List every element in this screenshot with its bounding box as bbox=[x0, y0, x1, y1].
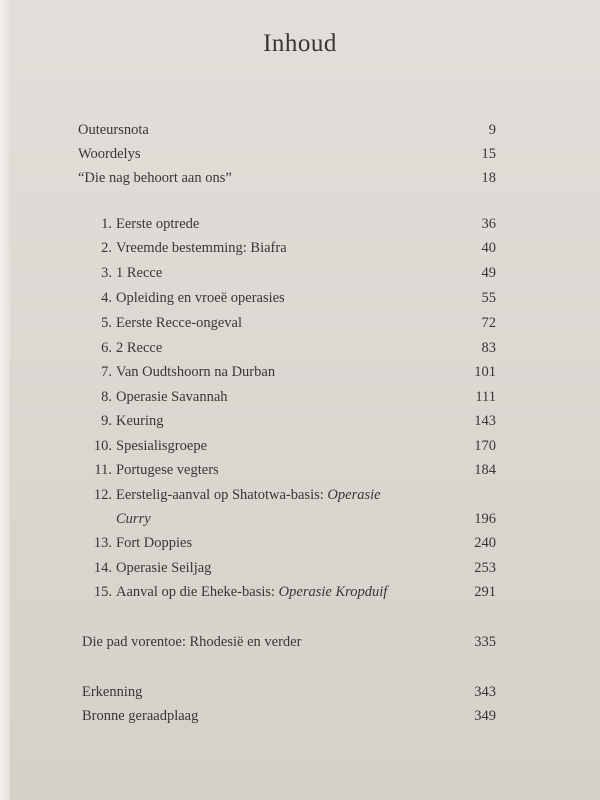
chapter-number: 1. bbox=[101, 216, 112, 232]
toc-entry-label: Erkenning bbox=[82, 684, 143, 700]
chapter-number: 7. bbox=[101, 364, 112, 380]
chapter-number: 14. bbox=[93, 560, 112, 576]
chapter-number: 11. bbox=[94, 462, 112, 478]
chapter-number: 5. bbox=[101, 315, 112, 331]
toc-entry-label: Woordelys bbox=[78, 146, 141, 162]
toc-entry-page: 15 bbox=[481, 146, 496, 162]
chapter-page: 49 bbox=[481, 265, 496, 281]
toc-entry-page: 343 bbox=[474, 684, 496, 700]
chapter-page: 101 bbox=[474, 364, 496, 380]
chapter-number: 12. bbox=[93, 487, 112, 503]
chapter-number: 10. bbox=[93, 438, 112, 454]
chapter-page: 83 bbox=[481, 340, 496, 356]
chapter-page: 170 bbox=[474, 438, 496, 454]
chapter-page: 111 bbox=[475, 389, 496, 405]
chapter-title: Fort Doppies bbox=[116, 535, 193, 551]
chapter-title bbox=[116, 511, 151, 528]
chapter-title-italic: Curry bbox=[116, 511, 151, 527]
chapter-title: 2 Recce bbox=[116, 340, 163, 356]
chapter-title-italic: Operasie Kropduif bbox=[278, 584, 388, 600]
chapter-title: Portugese vegters bbox=[116, 462, 219, 478]
chapter-number: 4. bbox=[101, 290, 112, 306]
chapter-number: 3. bbox=[101, 265, 112, 281]
chapter-title: Operasie Seiljag bbox=[116, 560, 212, 576]
chapter-page: 184 bbox=[474, 462, 496, 478]
chapter-title: Operasie Savannah bbox=[116, 389, 228, 405]
toc-entry-page: 335 bbox=[474, 634, 496, 650]
chapter-number: 2. bbox=[101, 240, 112, 256]
chapter-number: 9. bbox=[101, 413, 112, 429]
toc-entry-page: 349 bbox=[474, 708, 496, 724]
chapter-title: Vreemde bestemming: Biafra bbox=[116, 240, 287, 256]
chapter-page: 36 bbox=[481, 216, 496, 232]
chapter-number: 8. bbox=[101, 389, 112, 405]
chapter-number: 13. bbox=[93, 535, 112, 551]
chapter-title: Eerste optrede bbox=[116, 216, 200, 232]
chapter-title: 1 Recce bbox=[116, 265, 163, 281]
toc-entry-label: Die pad vorentoe: Rhodesië en verder bbox=[82, 634, 302, 650]
chapter-title-text: Eerstelig-aanval op Shatotwa-basis: bbox=[116, 487, 328, 503]
chapter-number: 6. bbox=[101, 340, 112, 356]
chapter-title: Keuring bbox=[116, 413, 164, 429]
chapter-page: 253 bbox=[474, 560, 496, 576]
chapter-page: 40 bbox=[481, 240, 496, 256]
toc-entry-page: 18 bbox=[481, 170, 496, 186]
chapter-page: 240 bbox=[474, 535, 496, 551]
chapter-page: 143 bbox=[474, 413, 496, 429]
toc-entry-page: 9 bbox=[488, 122, 496, 138]
chapter-title bbox=[116, 487, 381, 504]
page-edge bbox=[0, 0, 10, 800]
chapter-title-text: Aanval op die Eheke-basis: bbox=[116, 584, 279, 600]
chapter-title: Van Oudtshoorn na Durban bbox=[116, 364, 276, 380]
chapter-title bbox=[116, 584, 387, 601]
chapter-number: 15. bbox=[93, 584, 112, 600]
chapter-title: Eerste Recce-ongeval bbox=[116, 315, 242, 331]
chapter-title-italic: Operasie bbox=[327, 487, 381, 503]
chapter-title: Opleiding en vroeë operasies bbox=[116, 290, 285, 306]
toc-entry-label: Outeursnota bbox=[78, 122, 149, 138]
chapter-page: 291 bbox=[474, 584, 496, 600]
chapter-page: 196 bbox=[474, 511, 496, 527]
toc-entry-label: Bronne geraadplaag bbox=[82, 708, 199, 724]
page-title: Inhoud bbox=[263, 30, 337, 57]
chapter-title: Spesialisgroepe bbox=[116, 438, 208, 454]
toc-entry-label: “Die nag behoort aan ons” bbox=[78, 170, 232, 186]
chapter-page: 72 bbox=[481, 315, 496, 331]
chapter-page: 55 bbox=[481, 290, 496, 306]
